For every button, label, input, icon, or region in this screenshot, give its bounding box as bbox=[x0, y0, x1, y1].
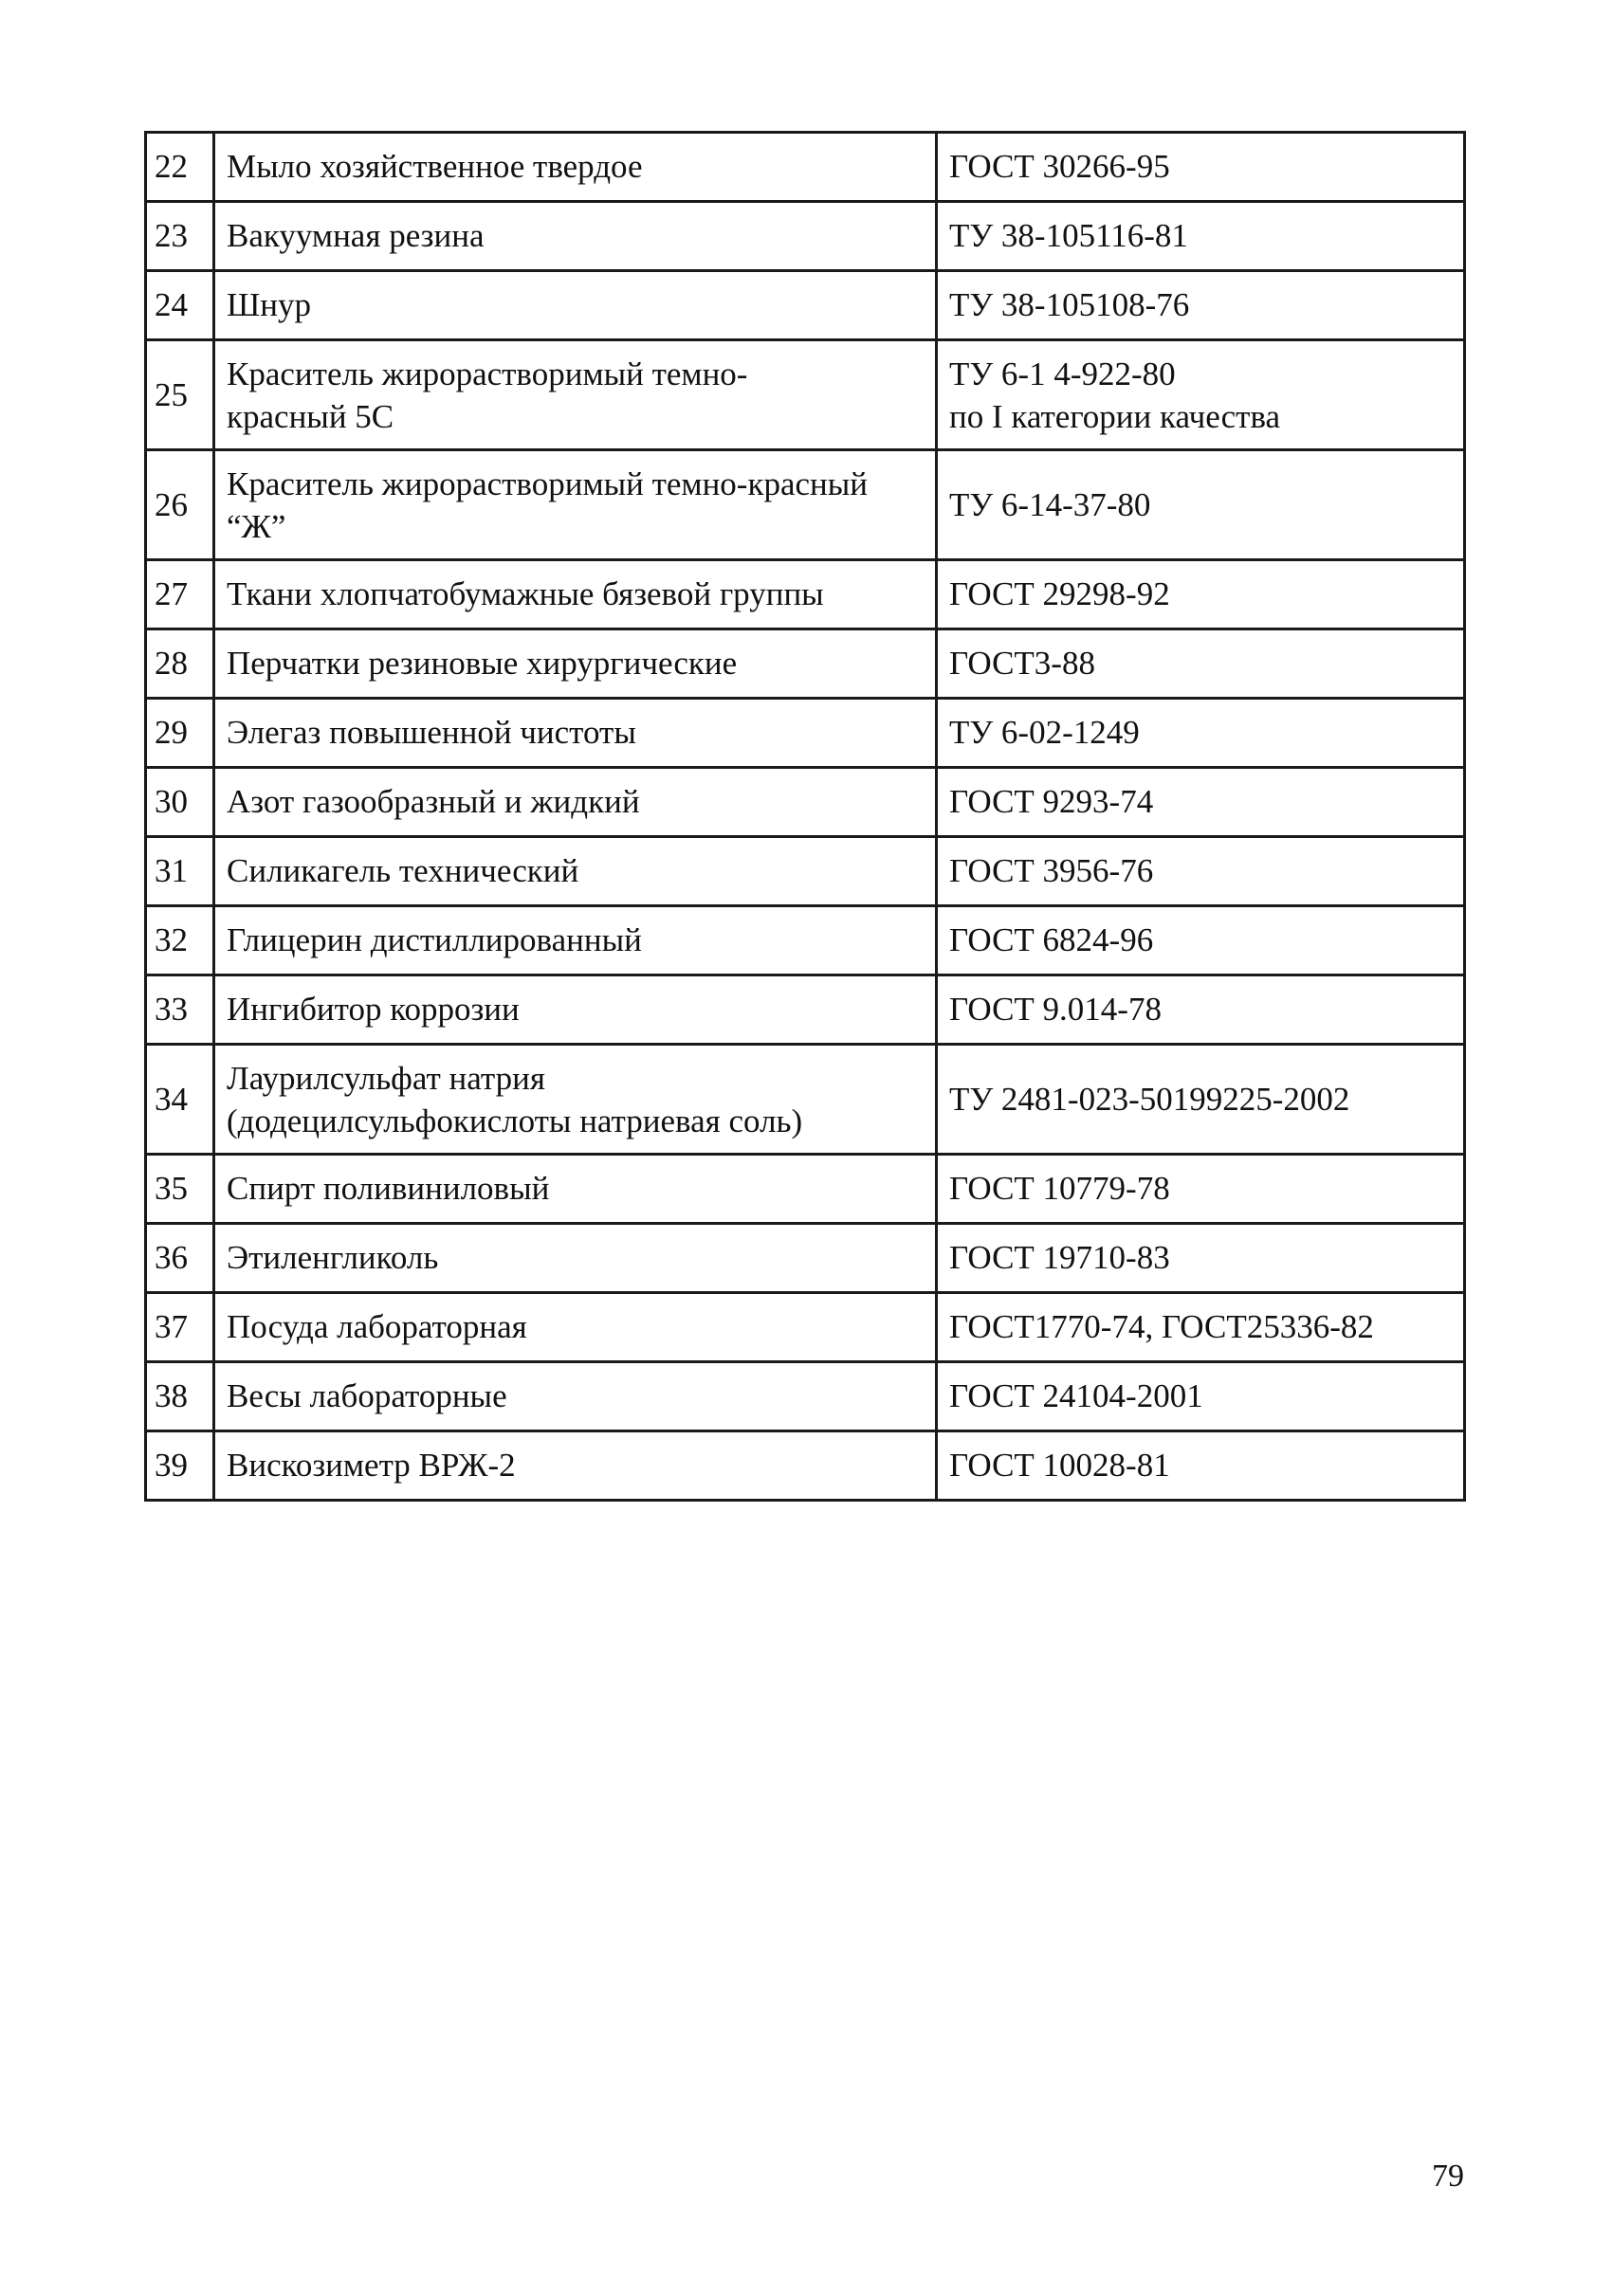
row-number-cell: 22 bbox=[146, 133, 214, 202]
table-row bbox=[146, 629, 1465, 699]
table-row bbox=[146, 133, 1465, 202]
standard-cell: ГОСТ 19710-83 bbox=[937, 1224, 1465, 1293]
item-name-cell: Краситель жирорастворимый темно-красный “Ж” bbox=[214, 450, 937, 560]
item-name-cell: Вакуумная резина bbox=[214, 202, 937, 271]
item-name-cell: Ткани хлопчатобумажные бязевой группы bbox=[214, 560, 937, 629]
table-row bbox=[146, 906, 1465, 975]
table-row bbox=[146, 271, 1465, 340]
standard-cell: ТУ 38-105108-76 bbox=[937, 271, 1465, 340]
standard-cell: ГОСТ 9293-74 bbox=[937, 768, 1465, 837]
item-name-cell: Шнур bbox=[214, 271, 937, 340]
materials-table bbox=[144, 131, 1466, 1502]
table-row bbox=[146, 1045, 1465, 1155]
table-row bbox=[146, 1293, 1465, 1362]
row-number-cell: 31 bbox=[146, 837, 214, 906]
row-number-cell: 35 bbox=[146, 1155, 214, 1224]
standard-cell: ГОСТ3-88 bbox=[937, 629, 1465, 699]
table-row bbox=[146, 837, 1465, 906]
table-row bbox=[146, 1431, 1465, 1501]
row-number-cell: 37 bbox=[146, 1293, 214, 1362]
item-name-cell: Мыло хозяйственное твердое bbox=[214, 133, 937, 202]
table-row bbox=[146, 768, 1465, 837]
table-row bbox=[146, 1224, 1465, 1293]
row-number-cell: 33 bbox=[146, 975, 214, 1045]
item-name-cell: Этиленгликоль bbox=[214, 1224, 937, 1293]
item-name-cell: Элегаз повышенной чистоты bbox=[214, 699, 937, 768]
standard-cell: ГОСТ 9.014-78 bbox=[937, 975, 1465, 1045]
row-number-cell: 36 bbox=[146, 1224, 214, 1293]
row-number-cell: 32 bbox=[146, 906, 214, 975]
standard-cell: ГОСТ 6824-96 bbox=[937, 906, 1465, 975]
item-name-cell: Лаурилсульфат натрия (додецилсульфокислоты натриевая соль) bbox=[214, 1045, 937, 1155]
row-number-cell: 30 bbox=[146, 768, 214, 837]
standard-cell: ГОСТ 24104-2001 bbox=[937, 1362, 1465, 1431]
table-row bbox=[146, 1155, 1465, 1224]
table-row bbox=[146, 340, 1465, 450]
standard-cell: ГОСТ1770-74, ГОСТ25336-82 bbox=[937, 1293, 1465, 1362]
standard-cell: ТУ 6-02-1249 bbox=[937, 699, 1465, 768]
table-row bbox=[146, 975, 1465, 1045]
item-name-cell: Перчатки резиновые хирургические bbox=[214, 629, 937, 699]
standard-cell: ГОСТ 29298-92 bbox=[937, 560, 1465, 629]
page-number: 79 bbox=[1432, 2159, 1464, 2194]
table-row bbox=[146, 450, 1465, 560]
standard-cell: ТУ 2481-023-50199225-2002 bbox=[937, 1045, 1465, 1155]
row-number-cell: 29 bbox=[146, 699, 214, 768]
row-number-cell: 28 bbox=[146, 629, 214, 699]
table-row bbox=[146, 560, 1465, 629]
row-number-cell: 38 bbox=[146, 1362, 214, 1431]
row-number-cell: 23 bbox=[146, 202, 214, 271]
row-number-cell: 25 bbox=[146, 340, 214, 450]
materials-table-body bbox=[146, 133, 1465, 1501]
row-number-cell: 24 bbox=[146, 271, 214, 340]
standard-cell: ГОСТ 10028-81 bbox=[937, 1431, 1465, 1501]
item-name-cell: Силикагель технический bbox=[214, 837, 937, 906]
item-name-cell: Азот газообразный и жидкий bbox=[214, 768, 937, 837]
table-row bbox=[146, 1362, 1465, 1431]
item-name-cell: Весы лабораторные bbox=[214, 1362, 937, 1431]
standard-cell: ГОСТ 3956-76 bbox=[937, 837, 1465, 906]
row-number-cell: 27 bbox=[146, 560, 214, 629]
table-row bbox=[146, 699, 1465, 768]
standard-cell: ГОСТ 30266-95 bbox=[937, 133, 1465, 202]
item-name-cell: Глицерин дистиллированный bbox=[214, 906, 937, 975]
standard-cell: ГОСТ 10779-78 bbox=[937, 1155, 1465, 1224]
item-name-cell: Вискозиметр ВРЖ-2 bbox=[214, 1431, 937, 1501]
standard-cell: ТУ 6-1 4-922-80 по I категории качества bbox=[937, 340, 1465, 450]
row-number-cell: 26 bbox=[146, 450, 214, 560]
item-name-cell: Ингибитор коррозии bbox=[214, 975, 937, 1045]
item-name-cell: Краситель жирорастворимый темно- красный 5С bbox=[214, 340, 937, 450]
row-number-cell: 34 bbox=[146, 1045, 214, 1155]
table-row bbox=[146, 202, 1465, 271]
item-name-cell: Спирт поливиниловый bbox=[214, 1155, 937, 1224]
item-name-cell: Посуда лабораторная bbox=[214, 1293, 937, 1362]
row-number-cell: 39 bbox=[146, 1431, 214, 1501]
standard-cell: ТУ 38-105116-81 bbox=[937, 202, 1465, 271]
standard-cell: ТУ 6-14-37-80 bbox=[937, 450, 1465, 560]
